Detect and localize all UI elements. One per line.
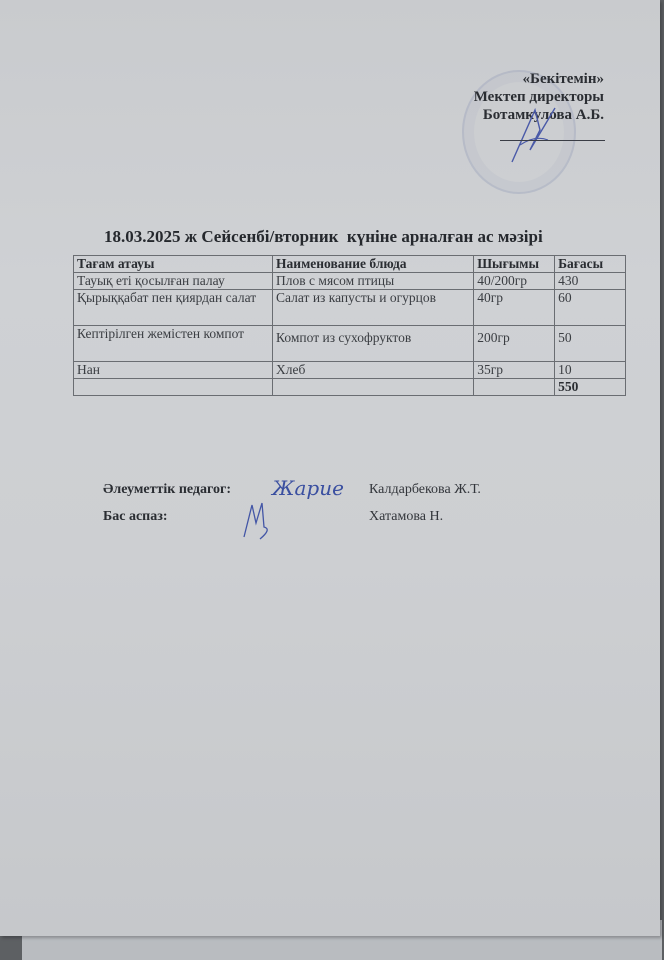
handwritten-signature: Жарие [272, 476, 344, 500]
cell-total-price: 550 [555, 379, 626, 396]
cell-empty [273, 379, 474, 396]
director-signature [500, 100, 570, 170]
header-price: Бағасы [555, 256, 626, 273]
cell-price: 60 [555, 290, 626, 326]
cell-price: 10 [555, 362, 626, 379]
cell-price: 50 [555, 326, 626, 362]
table-row [74, 362, 626, 379]
table-row [74, 290, 626, 326]
header-yield: Шығымы [474, 256, 555, 273]
approval-name: Ботамкулова А.Б. [482, 107, 604, 123]
table-total-row [74, 379, 626, 396]
header-dish-kz: Тағам атауы [74, 256, 273, 273]
cell-dish-kz: Кептірілген жемістен компот [74, 326, 273, 362]
cell-dish-kz: Қырыққабат пен қиярдан салат [74, 290, 273, 326]
cell-yield: 200гр [474, 326, 555, 362]
table-header-row [74, 256, 626, 273]
signature-row-head-cook [0, 509, 660, 529]
handwritten-signature [238, 499, 278, 541]
cell-dish-kz: Нан [74, 362, 273, 379]
cell-yield: 40гр [474, 290, 555, 326]
menu-title: 18.03.2025 ж Сейсенбі/вторник күніне арналған ас мәзірі [104, 227, 543, 246]
signature-row-social-pedagogue [0, 476, 660, 502]
cell-dish-ru: Компот из сухофруктов [273, 326, 474, 362]
approval-heading: «Бекітемін» [522, 71, 604, 87]
menu-table [73, 255, 626, 396]
cell-yield: 40/200гр [474, 273, 555, 290]
table-row [74, 326, 626, 362]
cell-empty [474, 379, 555, 396]
cell-price: 430 [555, 273, 626, 290]
cell-empty [74, 379, 273, 396]
cell-dish-ru: Плов с мясом птицы [273, 273, 474, 290]
cell-dish-kz: Тауық еті қосылған палау [74, 273, 273, 290]
table-row [74, 273, 626, 290]
signature-name: Хатамова Н. [369, 509, 444, 524]
cell-dish-ru: Хлеб [273, 362, 474, 379]
signature-label: Әлеуметтік педагог: [103, 482, 232, 497]
cell-yield: 35гр [474, 362, 555, 379]
signature-label: Бас аспаз: [103, 509, 168, 524]
approval-position: Мектеп директоры [473, 89, 604, 105]
signature-name: Калдарбекова Ж.Т. [369, 482, 481, 497]
cell-dish-ru: Салат из капусты и огурцов [273, 290, 474, 326]
director-signature-line [500, 140, 605, 141]
header-dish-ru: Наименование блюда [273, 256, 474, 273]
